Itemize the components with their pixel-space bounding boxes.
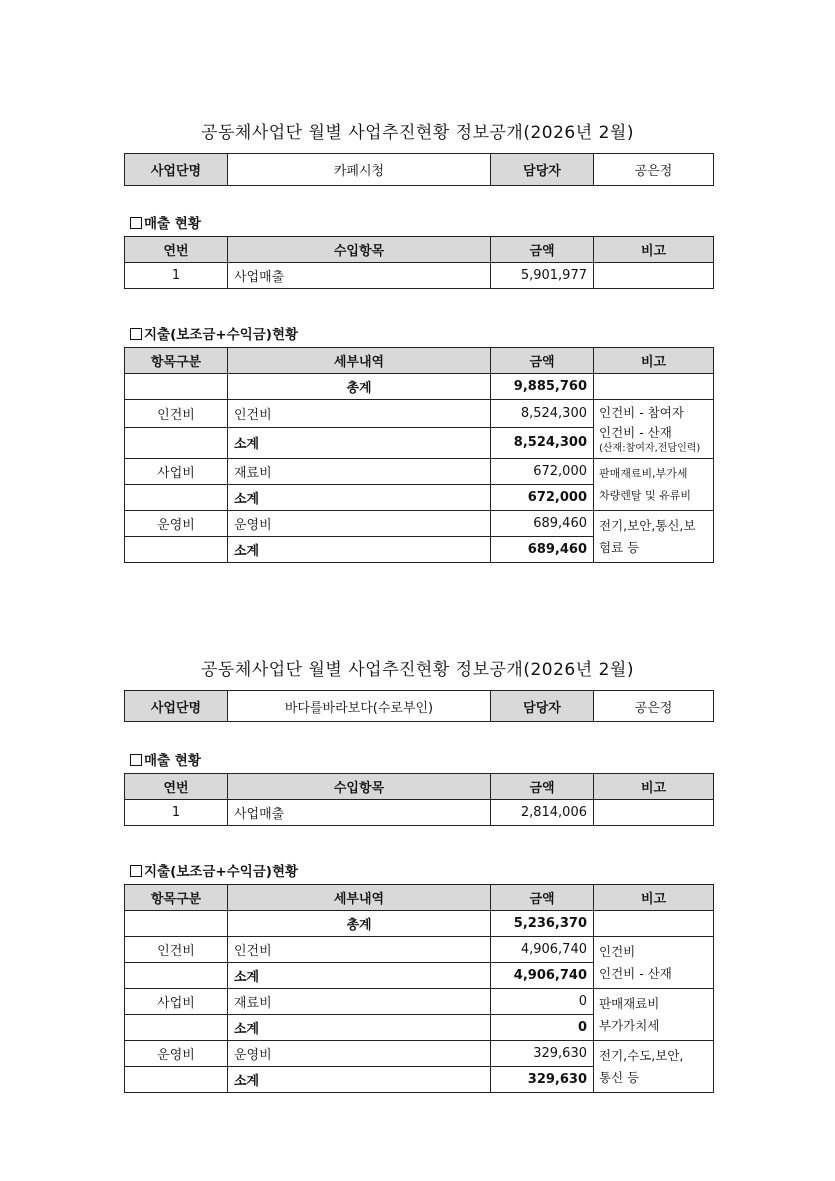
- column-header: 비고: [594, 237, 714, 263]
- column-header: 연번: [125, 774, 228, 800]
- table-row: [125, 511, 714, 537]
- column-header: 세부내역: [228, 885, 491, 911]
- business-name-value: 바다를바라보다(수로부인): [228, 691, 491, 722]
- manager-label: 담당자: [491, 691, 594, 722]
- column-header: 수입항목: [228, 237, 491, 263]
- note-line: 판매재료비: [599, 995, 660, 1011]
- total-amount: 9,885,760: [491, 374, 594, 400]
- note-line: 차량렌탈 및 유류비: [599, 488, 692, 502]
- category: 사업비: [125, 459, 228, 485]
- income-item: 사업매출: [228, 800, 491, 826]
- total-row: [125, 911, 714, 937]
- category: 사업비: [125, 989, 228, 1015]
- subtotal-amount: 0: [491, 1015, 594, 1041]
- document-title: 공동체사업단 월별 사업추진현황 정보공개(2026년 2월): [201, 123, 634, 143]
- column-header: 금액: [491, 774, 594, 800]
- note-line: 인건비 - 참여자: [599, 405, 684, 420]
- subtotal-label: 소계: [228, 1067, 491, 1093]
- detail: 재료비: [228, 989, 491, 1015]
- category: 인건비: [125, 400, 228, 428]
- sales-heading-text: 매출 현황: [144, 216, 201, 232]
- column-header: 비고: [594, 774, 714, 800]
- business-name-label: 사업단명: [125, 691, 228, 722]
- subtotal-amount: 4,906,740: [491, 963, 594, 989]
- table-row: [125, 400, 714, 428]
- checkbox-square-icon: [130, 328, 142, 340]
- amount: 329,630: [491, 1041, 594, 1067]
- expenses-heading-text: 지출(보조금+수익금)현황: [144, 864, 299, 880]
- column-header: 세부내역: [228, 348, 491, 374]
- business-info-table: [124, 153, 714, 186]
- subtotal-label: 소계: [228, 427, 491, 458]
- detail: 운영비: [228, 511, 491, 537]
- table-row: [125, 800, 714, 826]
- business-name-value: 카페시청: [228, 154, 491, 186]
- note: [594, 511, 714, 563]
- detail: 재료비: [228, 459, 491, 485]
- note-line: 부가가치세: [599, 1017, 660, 1033]
- empty-cell: [125, 374, 228, 400]
- category: 인건비: [125, 937, 228, 963]
- column-header: 항목구분: [125, 885, 228, 911]
- column-header: 수입항목: [228, 774, 491, 800]
- column-header: 비고: [594, 348, 714, 374]
- manager-value: 공은정: [594, 154, 714, 186]
- sales-table: [124, 236, 714, 289]
- subtotal-label: 소계: [228, 1015, 491, 1041]
- note-line: 험료 등: [599, 539, 640, 555]
- empty-cell: [125, 485, 228, 511]
- subtotal-label: 소계: [228, 537, 491, 563]
- row-number: 1: [125, 800, 228, 826]
- empty-cell: [125, 427, 228, 458]
- table-row: [125, 263, 714, 289]
- note: [594, 400, 714, 459]
- note: [594, 800, 714, 826]
- note-line: 판매재료비,부가세: [599, 466, 688, 480]
- note-line: 전기,수도,보안,: [599, 1047, 684, 1063]
- row-number: 1: [125, 263, 228, 289]
- note: [594, 1041, 714, 1093]
- expenses-heading: [130, 860, 298, 880]
- expenses-table: [124, 884, 714, 1093]
- note: [594, 937, 714, 989]
- sales-heading-text: 매출 현황: [144, 753, 201, 769]
- manager-value: 공은정: [594, 691, 714, 722]
- column-header: 금액: [491, 348, 594, 374]
- total-label: 총계: [228, 374, 491, 400]
- table-row: [125, 989, 714, 1015]
- sales-heading: [130, 212, 201, 232]
- expenses-table: [124, 347, 714, 563]
- expenses-heading-text: 지출(보조금+수익금)현황: [144, 327, 299, 343]
- amount: 5,901,977: [491, 263, 594, 289]
- note-line: 전기,보안,통신,보: [599, 517, 696, 533]
- detail: 인건비: [228, 400, 491, 428]
- checkbox-square-icon: [130, 754, 142, 766]
- business-info-table: [124, 690, 714, 722]
- amount: 0: [491, 989, 594, 1015]
- detail: 인건비: [228, 937, 491, 963]
- amount: 8,524,300: [491, 400, 594, 428]
- table-row: [125, 459, 714, 485]
- sales-heading: [130, 749, 201, 769]
- category: 운영비: [125, 1041, 228, 1067]
- note-line: 인건비 - 산재: [599, 965, 672, 981]
- empty-cell: [594, 911, 714, 937]
- detail: 운영비: [228, 1041, 491, 1067]
- subtotal-amount: 329,630: [491, 1067, 594, 1093]
- note-line: 인건비 - 산재: [599, 425, 672, 440]
- amount: 689,460: [491, 511, 594, 537]
- document-title: 공동체사업단 월별 사업추진현황 정보공개(2026년 2월): [201, 660, 634, 680]
- note-line: 통신 등: [599, 1069, 640, 1085]
- table-row: [125, 1041, 714, 1067]
- empty-cell: [594, 374, 714, 400]
- empty-cell: [125, 1015, 228, 1041]
- category: 운영비: [125, 511, 228, 537]
- note-line: 인건비: [599, 943, 636, 959]
- total-amount: 5,236,370: [491, 911, 594, 937]
- total-row: [125, 374, 714, 400]
- amount: 4,906,740: [491, 937, 594, 963]
- note: [594, 459, 714, 511]
- manager-label: 담당자: [491, 154, 594, 186]
- column-header: 항목구분: [125, 348, 228, 374]
- expenses-heading: [130, 323, 298, 343]
- column-header: 금액: [491, 237, 594, 263]
- total-label: 총계: [228, 911, 491, 937]
- subtotal-label: 소계: [228, 963, 491, 989]
- income-item: 사업매출: [228, 263, 491, 289]
- empty-cell: [125, 1067, 228, 1093]
- note: [594, 989, 714, 1041]
- amount: 672,000: [491, 459, 594, 485]
- empty-cell: [125, 911, 228, 937]
- checkbox-square-icon: [130, 217, 142, 229]
- column-header: 금액: [491, 885, 594, 911]
- column-header: 비고: [594, 885, 714, 911]
- business-name-label: 사업단명: [125, 154, 228, 186]
- empty-cell: [125, 963, 228, 989]
- column-header: 연번: [125, 237, 228, 263]
- subtotal-amount: 672,000: [491, 485, 594, 511]
- checkbox-square-icon: [130, 865, 142, 877]
- subtotal-amount: 8,524,300: [491, 427, 594, 458]
- empty-cell: [125, 537, 228, 563]
- note: [594, 263, 714, 289]
- subtotal-amount: 689,460: [491, 537, 594, 563]
- amount: 2,814,006: [491, 800, 594, 826]
- subtotal-label: 소계: [228, 485, 491, 511]
- note-small: (산재:참여자,전담인력): [599, 443, 701, 454]
- table-row: [125, 937, 714, 963]
- sales-table: [124, 773, 714, 826]
